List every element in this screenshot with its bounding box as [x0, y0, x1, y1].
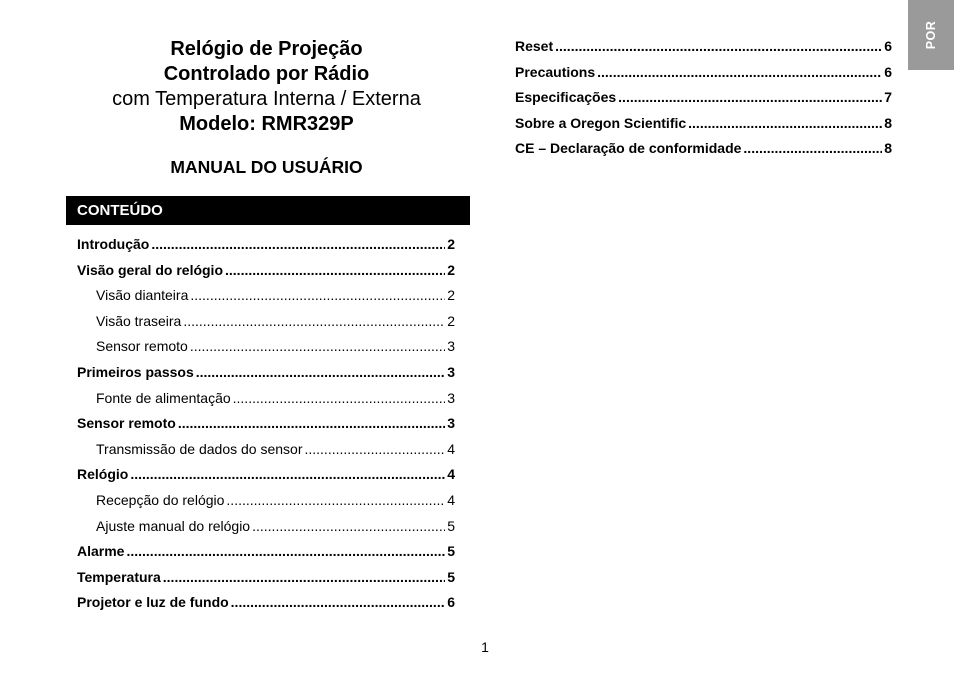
toc-label: Alarme — [77, 543, 125, 560]
toc-page: 2 — [447, 287, 455, 304]
toc-label: Sobre a Oregon Scientific — [515, 114, 687, 131]
toc-leader — [151, 232, 445, 258]
title-line-3: com Temperatura Interna / Externa — [112, 88, 421, 110]
toc-leader — [190, 334, 445, 360]
toc-entry[interactable] — [515, 60, 892, 86]
toc-leader — [178, 411, 445, 437]
toc-page: 3 — [447, 389, 455, 406]
toc-list-right — [515, 34, 892, 162]
toc-label: Ajuste manual do relógio — [96, 517, 251, 534]
toc-label: Temperatura — [77, 568, 161, 585]
language-tab — [908, 0, 954, 70]
toc-label: Sensor remoto — [96, 338, 188, 355]
toc-subentry[interactable] — [77, 437, 455, 463]
toc-leader — [252, 514, 445, 540]
toc-leader — [163, 565, 445, 591]
toc-subentry[interactable] — [77, 283, 455, 309]
toc-entry[interactable] — [77, 590, 455, 616]
toc-page: 3 — [447, 338, 455, 355]
toc-page: 4 — [447, 491, 455, 508]
language-tab-label: POR — [924, 20, 938, 50]
toc-label: Introdução — [77, 236, 150, 252]
toc-leader — [555, 34, 882, 60]
toc-label: CE – Declaração de conformidade — [515, 140, 742, 157]
toc-list-left — [77, 232, 455, 616]
toc-leader — [190, 283, 445, 309]
toc-subentry[interactable] — [77, 488, 455, 514]
toc-page: 6 — [447, 594, 455, 611]
toc-leader — [183, 309, 445, 335]
toc-page: 2 — [447, 312, 455, 329]
toc-leader — [130, 462, 445, 488]
model-line: Modelo: RMR329P — [179, 113, 354, 135]
manual-subtitle: MANUAL DO USUÁRIO — [170, 157, 363, 177]
toc-page: 6 — [884, 63, 892, 80]
toc-label: Projetor e luz de fundo — [77, 594, 229, 611]
page-number: 1 — [481, 639, 489, 655]
toc-page: 8 — [884, 114, 892, 131]
toc-leader — [233, 386, 445, 412]
toc-label: Sensor remoto — [77, 415, 176, 432]
title-line-2: Controlado por Rádio — [163, 63, 370, 85]
toc-entry[interactable] — [515, 136, 892, 162]
toc-page: 7 — [884, 89, 892, 106]
toc-subentry[interactable] — [77, 386, 455, 412]
document-title — [66, 37, 467, 137]
toc-label: Transmissão de dados do sensor — [96, 440, 303, 457]
toc-entry[interactable] — [77, 539, 455, 565]
toc-page: 8 — [884, 140, 892, 157]
toc-leader — [597, 60, 882, 86]
toc-entry[interactable] — [515, 111, 892, 137]
toc-leader — [126, 539, 445, 565]
toc-leader — [688, 111, 882, 137]
toc-entry[interactable] — [515, 85, 892, 111]
toc-page: 5 — [447, 568, 455, 585]
toc-label: Especificações — [515, 89, 617, 106]
toc-page: 3 — [447, 415, 455, 432]
toc-entry[interactable] — [77, 360, 455, 386]
toc-subentry[interactable] — [77, 514, 455, 540]
toc-leader — [618, 85, 882, 111]
toc-page: 2 — [447, 236, 455, 252]
toc-subentry[interactable] — [77, 309, 455, 335]
toc-leader — [231, 590, 445, 616]
toc-page: 2 — [447, 261, 455, 278]
toc-label: Visão dianteira — [96, 287, 189, 304]
toc-leader — [225, 258, 445, 284]
toc-leader — [743, 136, 882, 162]
toc-label: Reset — [515, 38, 554, 54]
toc-page: 3 — [447, 363, 455, 380]
toc-entry[interactable] — [515, 34, 892, 60]
toc-page: 5 — [447, 517, 455, 534]
toc-subentry[interactable] — [77, 334, 455, 360]
contents-header: CONTEÚDO — [66, 196, 470, 225]
title-line-1: Relógio de Projeção — [170, 38, 363, 60]
toc-entry[interactable] — [77, 232, 455, 258]
toc-leader — [304, 437, 445, 463]
toc-label: Primeiros passos — [77, 363, 194, 380]
toc-label: Relógio — [77, 466, 129, 483]
toc-page: 6 — [884, 38, 892, 54]
toc-label: Fonte de alimentação — [96, 389, 231, 406]
toc-label: Precautions — [515, 63, 596, 80]
toc-page: 4 — [447, 466, 455, 483]
toc-entry[interactable] — [77, 462, 455, 488]
toc-page: 4 — [447, 440, 455, 457]
toc-label: Visão geral do relógio — [77, 261, 224, 278]
toc-label: Visão traseira — [96, 312, 182, 329]
toc-leader — [196, 360, 445, 386]
toc-page: 5 — [447, 543, 455, 560]
toc-entry[interactable] — [77, 565, 455, 591]
toc-leader — [226, 488, 445, 514]
toc-entry[interactable] — [77, 411, 455, 437]
toc-label: Recepção do relógio — [96, 491, 225, 508]
toc-entry[interactable] — [77, 258, 455, 284]
